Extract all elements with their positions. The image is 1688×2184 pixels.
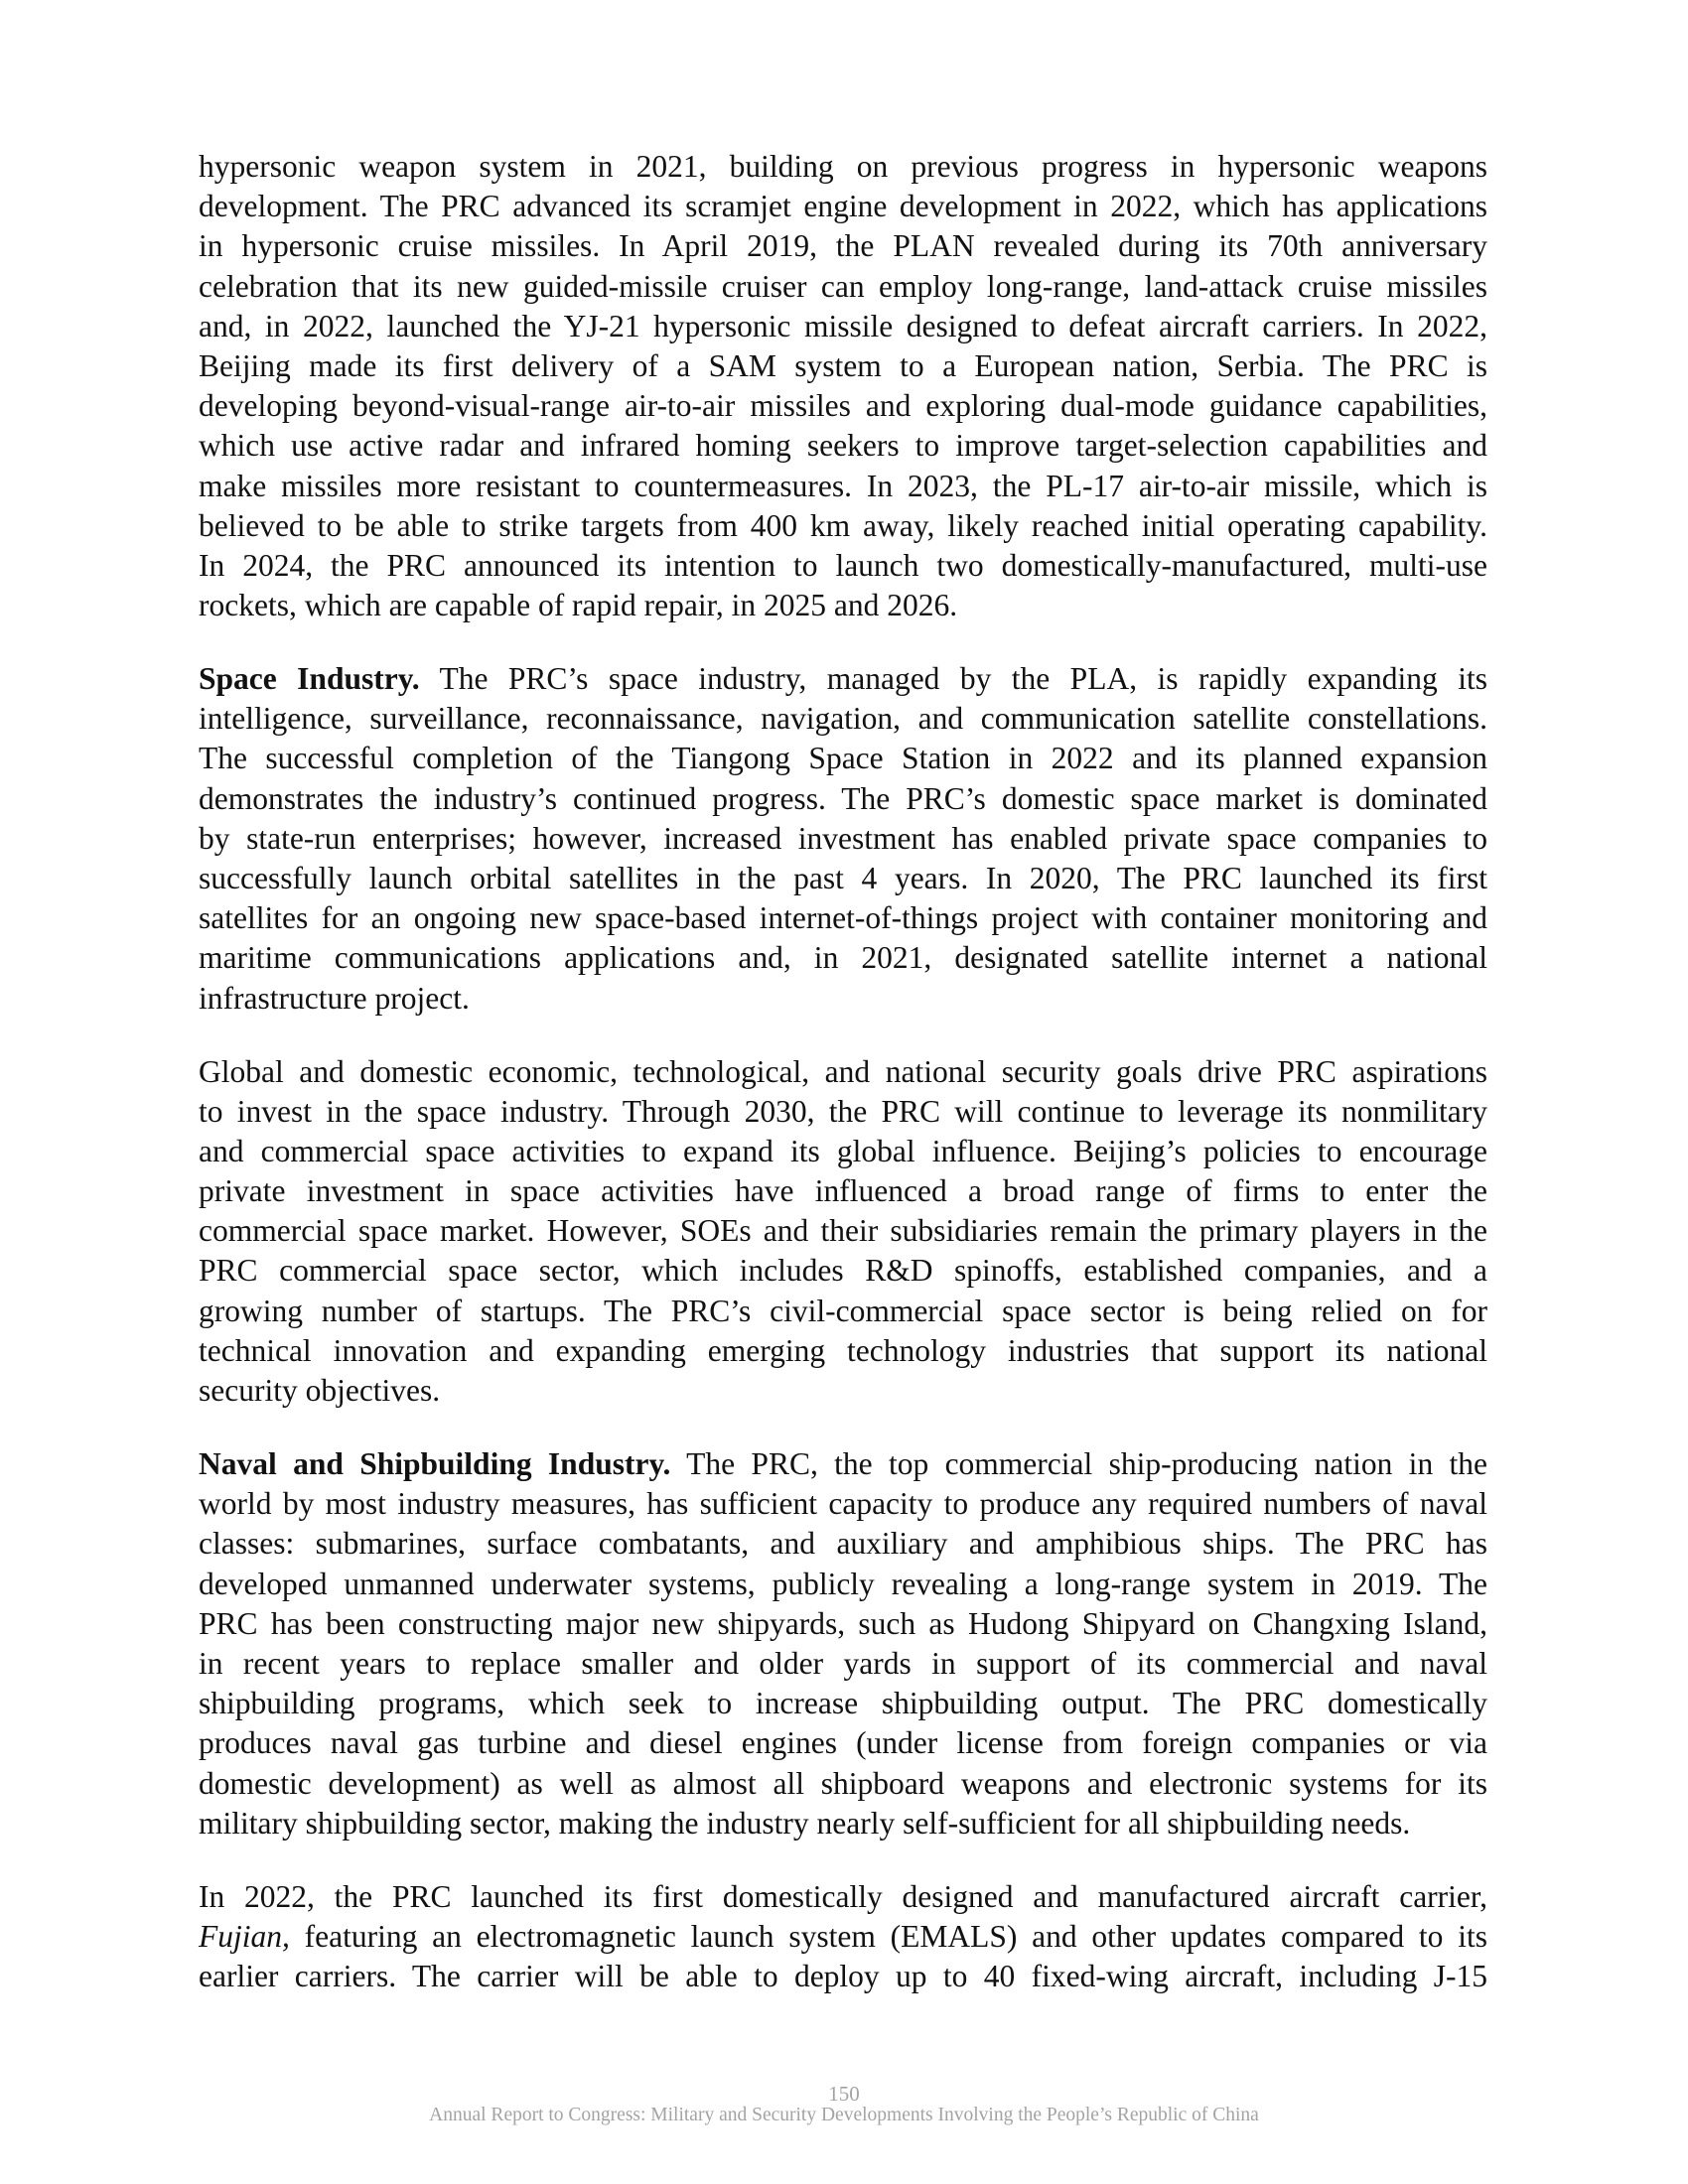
text-line: security objectives. bbox=[199, 1373, 441, 1409]
text-line: satellites for an ongoing new space-based internet-of-things project with container monitoring and bbox=[199, 900, 1487, 936]
body-text bbox=[199, 147, 1487, 2030]
section-heading-naval-shipbuilding: Naval and Shipbuilding Industry. bbox=[199, 1446, 671, 1482]
text-line: PRC commercial space sector, which includes R&D spinoffs, established companies, and a bbox=[199, 1253, 1487, 1289]
ship-name-fujian: Fujian, bbox=[199, 1918, 290, 1954]
text-line: growing number of startups. The PRC’s civil-commercial space sector is being relied on for bbox=[199, 1293, 1487, 1328]
text-line: celebration that its new guided-missile cruiser can employ long-range, land-attack cruise missiles bbox=[199, 268, 1487, 304]
text-line: domestic development) as well as almost all shipboard weapons and electronic systems for its bbox=[199, 1765, 1487, 1801]
text-line: In 2024, the PRC announced its intention to launch two domestically-manufactured, multi-use bbox=[199, 547, 1487, 583]
paragraph-naval-shipbuilding bbox=[199, 1444, 1487, 1843]
paragraph-aircraft-carrier bbox=[199, 1877, 1487, 1997]
text-line: successfully launch orbital satellites in the past 4 years. In 2020, The PRC launched its first bbox=[199, 860, 1487, 895]
text-line: commercial space market. However, SOEs and their subsidiaries remain the primary players in the bbox=[199, 1213, 1487, 1249]
text-line: Global and domestic economic, technological, and national security goals drive PRC aspirations bbox=[199, 1053, 1487, 1089]
text-line: make missiles more resistant to countermeasures. In 2023, the PL-17 air-to-air missile, which is bbox=[199, 468, 1487, 503]
text-line: private investment in space activities have influenced a broad range of firms to enter the bbox=[199, 1173, 1487, 1209]
text-line: developing beyond-visual-range air-to-air missiles and exploring dual-mode guidance capabilities, bbox=[199, 388, 1487, 424]
text-run: featuring an electromagnetic launch system (EMALS) and other updates compared to its bbox=[289, 1918, 1487, 1954]
text-line: and commercial space activities to expand its global influence. Beijing’s policies to encourage bbox=[199, 1133, 1487, 1168]
text-line: produces naval gas turbine and diesel engines (under license from foreign companies or via bbox=[199, 1725, 1487, 1761]
text-line: developed unmanned underwater systems, publicly revealing a long-range system in 2019. The bbox=[199, 1566, 1487, 1601]
text-line: military shipbuilding sector, making the industry nearly self-sufficient for all shipbuilding needs. bbox=[199, 1805, 1411, 1841]
text-line: rockets, which are capable of rapid repair, in 2025 and 2026. bbox=[199, 588, 958, 623]
text-line: demonstrates the industry’s continued progress. The PRC’s domestic space market is dominated bbox=[199, 780, 1487, 816]
text-line: earlier carriers. The carrier will be able to deploy up to 40 fixed-wing aircraft, including J-15 bbox=[199, 1959, 1487, 1994]
text-line: and, in 2022, launched the YJ-21 hypersonic missile designed to defeat aircraft carriers. In 2022, bbox=[199, 308, 1487, 343]
text-line bbox=[199, 1917, 1487, 1957]
text-line: classes: submarines, surface combatants, and auxiliary and amphibious ships. The PRC has bbox=[199, 1526, 1487, 1562]
text-line: intelligence, surveillance, reconnaissance, navigation, and communication satellite constellations. bbox=[199, 701, 1487, 737]
text-line: world by most industry measures, has sufficient capacity to produce any required numbers of naval bbox=[199, 1486, 1487, 1522]
text-line: The successful completion of the Tiangong Space Station in 2022 and its planned expansion bbox=[199, 741, 1487, 776]
text-line: by state-run enterprises; however, increased investment has enabled private space companies to bbox=[199, 820, 1487, 856]
paragraph-space-industry bbox=[199, 659, 1487, 1019]
text-line: which use active radar and infrared homing seekers to improve target-selection capabilities and bbox=[199, 428, 1487, 464]
text-line: infrastructure project. bbox=[199, 980, 470, 1016]
text-line: hypersonic weapon system in 2021, building on previous progress in hypersonic weapons bbox=[199, 149, 1487, 184]
text-line: technical innovation and expanding emerging technology industries that support its national bbox=[199, 1332, 1487, 1368]
text-line: development. The PRC advanced its scramjet engine development in 2022, which has applications bbox=[199, 189, 1487, 224]
text-line bbox=[199, 1444, 1487, 1484]
text-run: The PRC, the top commercial ship-producing nation in the bbox=[670, 1446, 1488, 1482]
text-line: in hypersonic cruise missiles. In April 2019, the PLAN revealed during its 70th anniversary bbox=[199, 228, 1487, 264]
text-line: to invest in the space industry. Through 2030, the PRC will continue to leverage its nonmilitary bbox=[199, 1093, 1487, 1129]
paragraph-space-aspirations bbox=[199, 1052, 1487, 1412]
text-line bbox=[199, 659, 1487, 699]
text-line: in recent years to replace smaller and older yards in support of its commercial and naval bbox=[199, 1645, 1487, 1681]
text-line: shipbuilding programs, which seek to increase shipbuilding output. The PRC domestically bbox=[199, 1686, 1487, 1721]
text-line: Beijing made its first delivery of a SAM system to a European nation, Serbia. The PRC is bbox=[199, 347, 1487, 383]
text-line: In 2022, the PRC launched its first domestically designed and manufactured aircraft carrier, bbox=[199, 1878, 1487, 1914]
footer-report-title: Annual Report to Congress: Military and Security Developments Involving the People’s Republic of China bbox=[429, 2105, 1259, 2125]
text-line: believed to be able to strike targets from 400 km away, likely reached initial operating capability. bbox=[199, 507, 1487, 543]
section-heading-space-industry: Space Industry. bbox=[199, 661, 420, 697]
page-number: 150 bbox=[828, 2082, 860, 2106]
text-line: maritime communications applications and, in 2021, designated satellite internet a national bbox=[199, 940, 1487, 976]
paragraph-missiles-continued bbox=[199, 147, 1487, 625]
text-line: PRC has been constructing major new shipyards, such as Hudong Shipyard on Changxing Island, bbox=[199, 1605, 1487, 1641]
text-run: The PRC’s space industry, managed by the PLA, is rapidly expanding its bbox=[419, 661, 1487, 697]
